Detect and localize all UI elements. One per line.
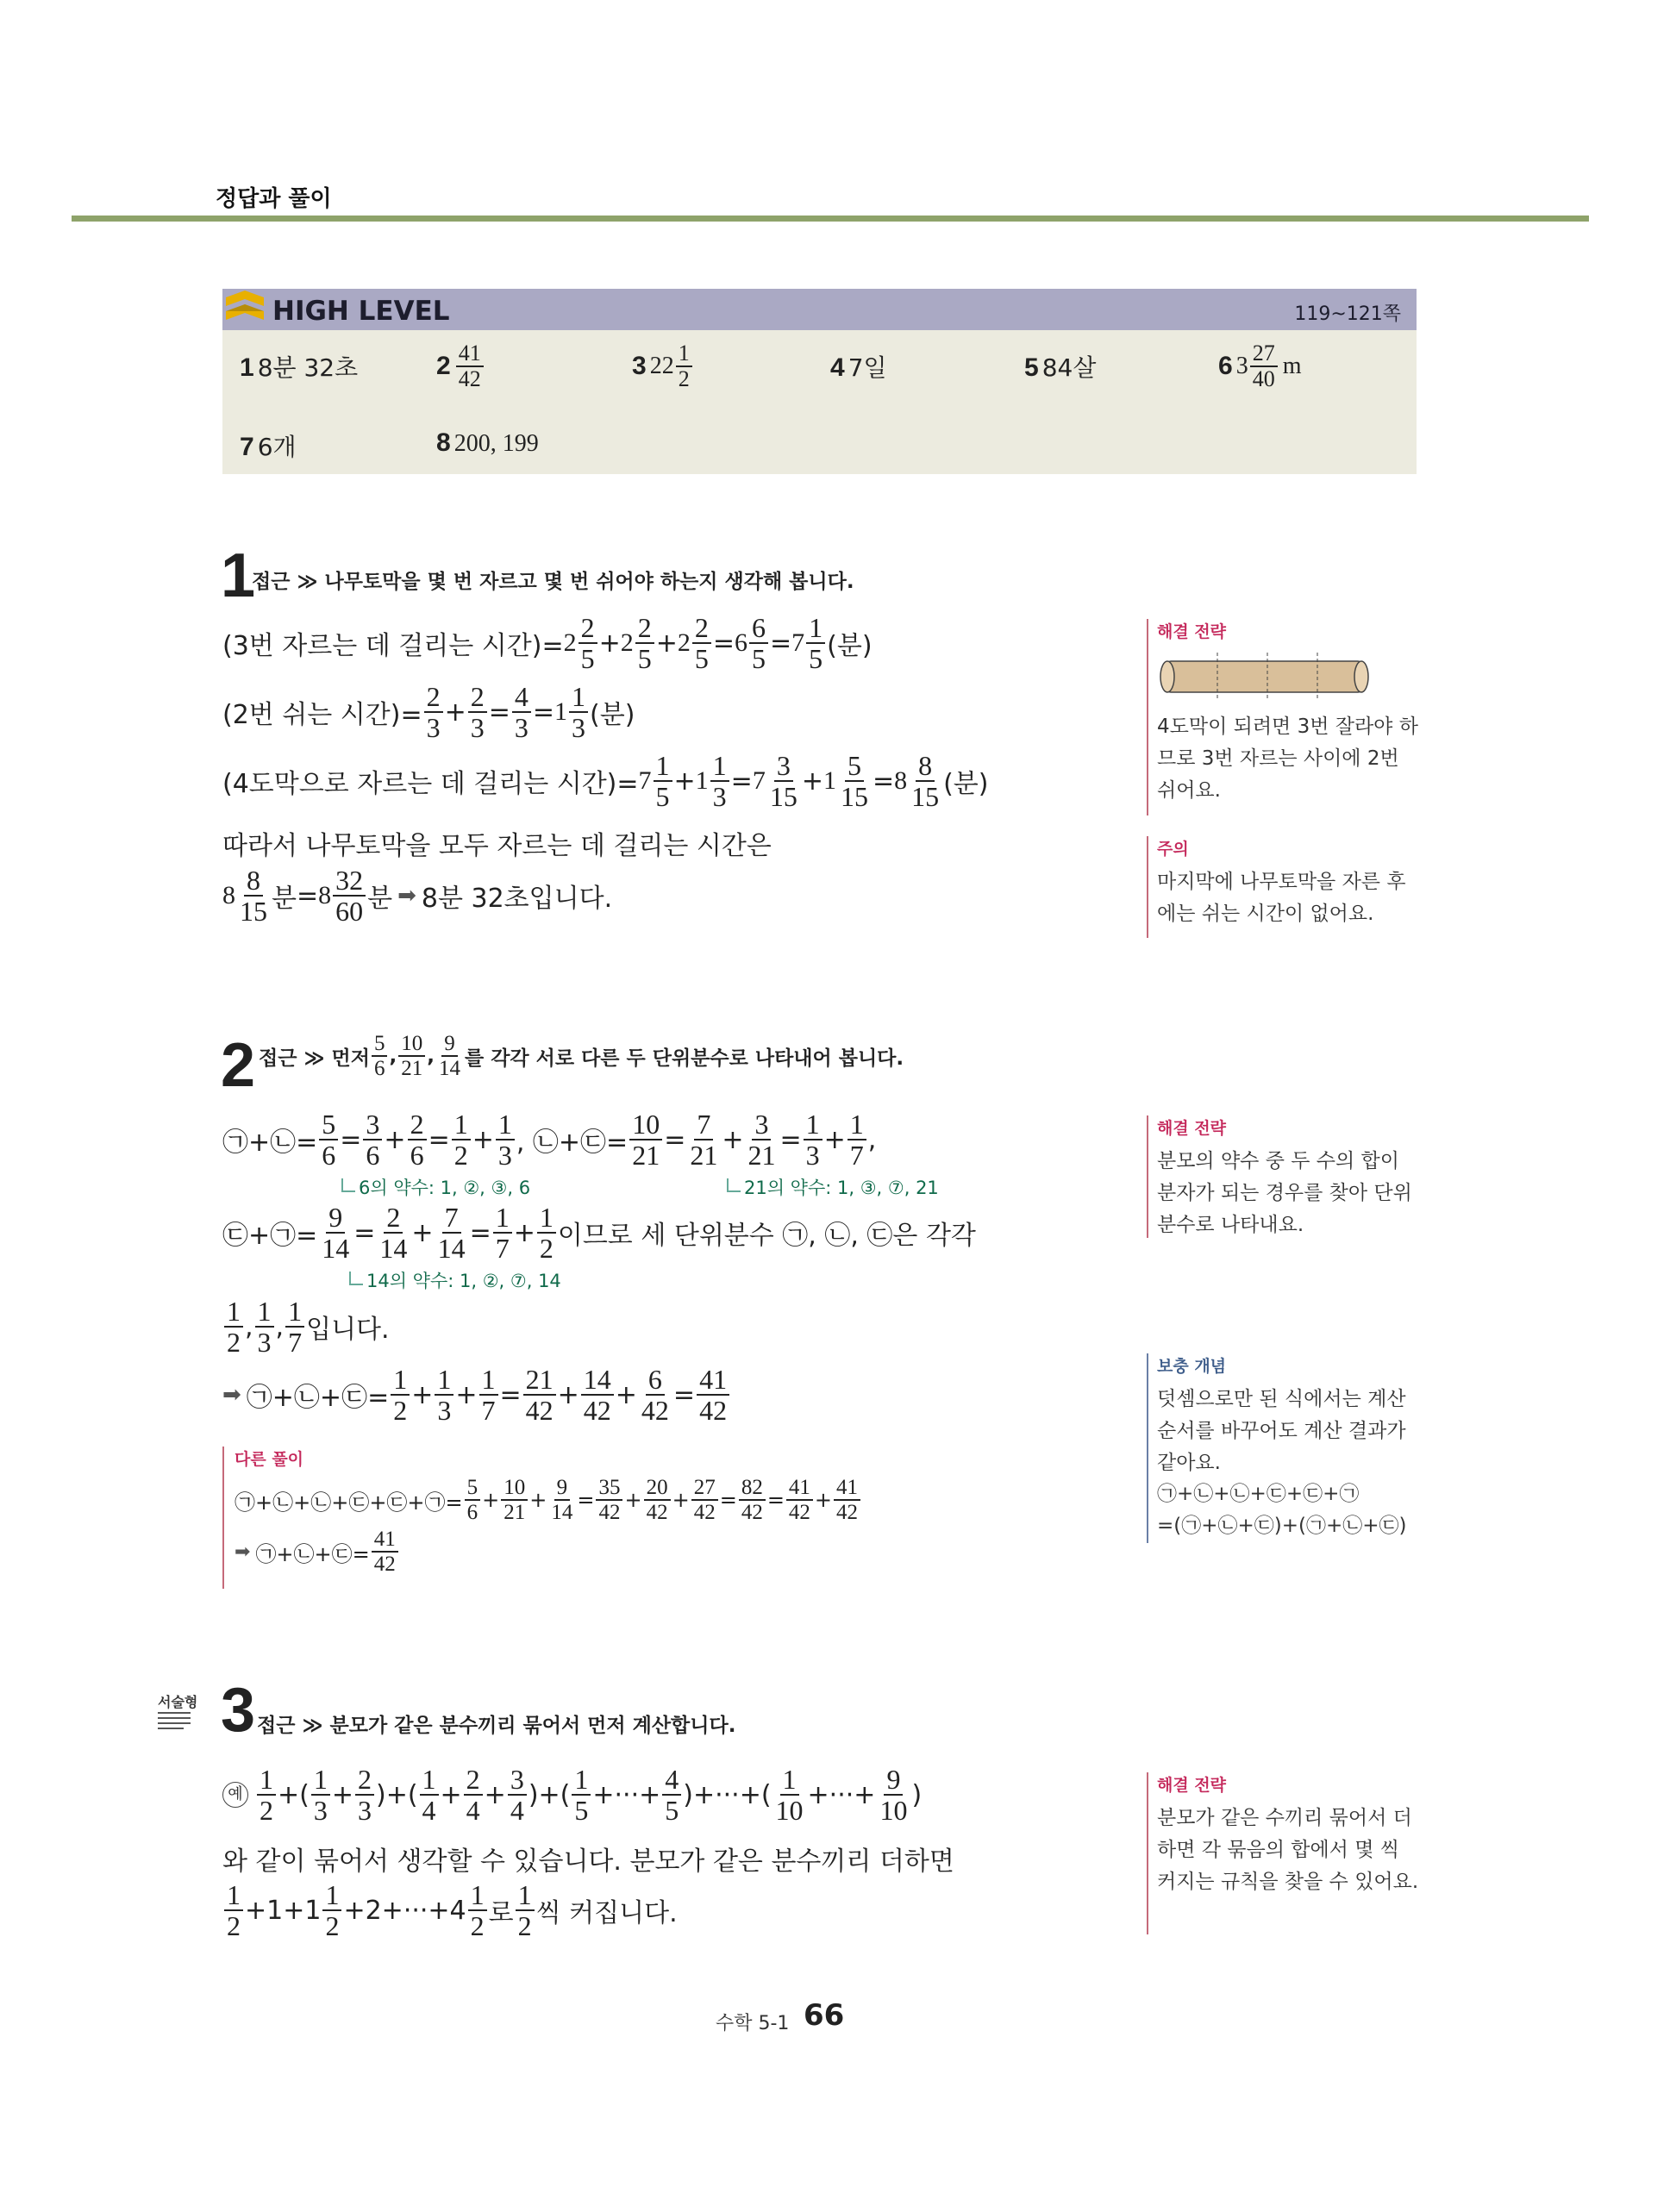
answer-item: 3 22 $\frac{1}{2}$: [632, 342, 694, 391]
alternative-solution: 다른 풀이 ㉠+㉡+㉡+㉢+㉢+㉠= $\frac{5}{6}$ + $\frac{10}{21}$ + $\frac{9}{14}$ = $\frac{35}{42}$ + $\frac{20}{42}$ + $\frac{27}{42}$ = $\frac{82}{42}$ = $\frac{41}{42}$ + $\frac{41}{42}$ ➡ ㉠+㉡+㉢= $\frac{41}{42}$: [222, 1447, 1062, 1589]
divisor-hint: 6의 약수: 1, ②, ③, 6: [341, 1174, 530, 1200]
answer-key-pages: 119~121쪽: [1294, 303, 1401, 325]
equation-line: ➡ ㉠+㉡+㉢= $\frac{41}{42}$: [235, 1528, 1062, 1575]
answer-key-header: [222, 289, 1417, 330]
page-number: 66: [804, 1998, 845, 2033]
page-header-title: 정답과 풀이: [216, 186, 332, 212]
equation-line: 8 $\frac{8}{15}$ 분 = 8 $\frac{32}{60}$ 분 ➡ 8분 32초입니다.: [222, 865, 613, 927]
chevron-icon: [222, 289, 267, 330]
arrow-icon: ➡: [397, 883, 416, 909]
answer-item: 5 84살: [1024, 353, 1097, 382]
answer-item: 4 7일: [830, 353, 887, 382]
lines-icon: [158, 1710, 192, 1733]
problem-number: 2: [221, 1031, 256, 1100]
equation-line: ㉠+㉡= $\frac{5}{6}$ = $\frac{3}{6}$ + $\frac{2}{6}$ = $\frac{1}{2}$ + $\frac{1}{3}$ , ㉡+㉢= $\frac{10}{21}$ = $\frac{7}{21}$ + $\frac{3}{21}$ = $\frac{1}{3}$ + $\frac{1}{7}$ ,: [222, 1109, 877, 1171]
answer-key-title: HIGH LEVEL: [272, 296, 450, 327]
equation-line: ㉢+㉠= $\frac{9}{14}$ = $\frac{2}{14}$ + $\frac{7}{14}$ = $\frac{1}{7}$ + $\frac{1}{2}$ 이므로 세 단위분수 ㉠, ㉡, ㉢은 각각: [222, 1202, 976, 1264]
header-divider: [72, 216, 1589, 222]
equation-line: (2번 쉬는 시간)= $\frac{2}{3}$ + $\frac{2}{3}$ = $\frac{4}{3}$ = 1 $\frac{1}{3}$ (분): [222, 681, 635, 743]
problem-approach: 접근 ≫ 먼저 $\frac{5}{6}$ , $\frac{10}{21}$ , $\frac{9}{14}$ 를 각각 서로 다른 두 단위분수로 나타내어 봅니다.: [259, 1032, 904, 1080]
example-mark: 예: [222, 1782, 248, 1808]
answer-item: 6 3 $\frac{27}{40}$ m: [1218, 341, 1302, 391]
equation-line: 예 $\frac{1}{2}$ +( $\frac{1}{3}$ + $\frac{2}{3}$ )+( $\frac{1}{4}$ + $\frac{2}{4}$ + $\frac{3}{4}$ )+( $\frac{1}{5}$ +···+ $\frac{4}{5}$ )+···+( $\frac{1}{10}$ +···+ $\frac{9}{10}$ ): [222, 1765, 922, 1824]
essay-badge: 서술형: [158, 1694, 198, 1710]
note-concept: 보충 개념 덧셈으로만 된 식에서는 계산 순서를 바꾸어도 계산 결과가 같아요. ㉠+㉡+㉡+㉢+㉢+㉠ =(㉠+㉡+㉢)+(㉠+㉡+㉢): [1147, 1353, 1424, 1543]
answer-key-box: [222, 289, 1417, 474]
log-illustration-icon: [1157, 649, 1373, 701]
problem-number: 1: [221, 541, 256, 610]
text-line: 따라서 나무토막을 모두 자르는 데 걸리는 시간은: [222, 831, 772, 861]
note-strategy: 해결 전략 분모의 약수 중 두 수의 합이 분자가 되는 경우를 찾아 단위분수로 나타내요.: [1147, 1115, 1424, 1238]
answer-item: 8 200, 199: [436, 428, 539, 457]
equation-line: (4도막으로 자르는 데 걸리는 시간)= 7 $\frac{1}{5}$ + 1 $\frac{1}{3}$ = 7 $\frac{3}{15}$ + 1 $\frac{5}{15}$ = 8 $\frac{8}{15}$ (분): [222, 750, 989, 812]
equation-line: (3번 자르는 데 걸리는 시간)= 2 $\frac{2}{5}$ + 2 $\frac{2}{5}$ + 2 $\frac{2}{5}$ = 6 $\frac{6}{5}$ = 7 $\frac{1}{5}$ (분): [222, 612, 873, 674]
note-caution: 주의 마지막에 나무토막을 자른 후에는 쉬는 시간이 없어요.: [1147, 836, 1424, 938]
equation-line: $\frac{1}{2}$ , $\frac{1}{3}$ , $\frac{1}{7}$ 입니다.: [222, 1297, 390, 1356]
footer-book-title: 수학 5-1: [716, 2013, 790, 2034]
answer-item: 2 $\frac{41}{42}$: [436, 342, 485, 391]
answer-item: 1 8분 32초: [240, 353, 359, 382]
divisor-hint: 21의 약수: 1, ③, ⑦, 21: [727, 1174, 939, 1200]
answer-item: 7 6개: [240, 433, 297, 461]
arrow-icon: ➡: [222, 1382, 241, 1408]
equation-line: $\frac{1}{2}$ +1+1 $\frac{1}{2}$ +2+···+4 $\frac{1}{2}$ 로 $\frac{1}{2}$ 씩 커집니다.: [222, 1881, 678, 1940]
arrow-icon: ➡: [235, 1540, 251, 1563]
equation-line: ㉠+㉡+㉡+㉢+㉢+㉠= $\frac{5}{6}$ + $\frac{10}{21}$ + $\frac{9}{14}$ = $\frac{35}{42}$ + $\frac{20}{42}$ + $\frac{27}{42}$ = $\frac{82}{42}$ = $\frac{41}{42}$ + $\frac{41}{42}$: [235, 1477, 1062, 1523]
note-strategy: 해결 전략 4도막이 되려면 3번 잘라야 하므로 3번 자르는 사이에 2번 쉬어요.: [1147, 619, 1424, 815]
problem-approach: 접근 ≫ 나무토막을 몇 번 자르고 몇 번 쉬어야 하는지 생각해 봅니다.: [252, 571, 854, 593]
equation-line: ➡ ㉠+㉡+㉢= $\frac{1}{2}$ + $\frac{1}{3}$ + $\frac{1}{7}$ = $\frac{21}{42}$ + $\frac{14}{42}$ + $\frac{6}{42}$ = $\frac{41}{42}$: [222, 1365, 731, 1424]
problem-approach: 접근 ≫ 분모가 같은 분수끼리 묶어서 먼저 계산합니다.: [257, 1715, 736, 1737]
text-line: 와 같이 묶어서 생각할 수 있습니다. 분모가 같은 분수끼리 더하면: [222, 1846, 954, 1877]
divisor-hint: 14의 약수: 1, ②, ⑦, 14: [349, 1267, 561, 1293]
note-strategy: 해결 전략 분모가 같은 수끼리 묶어서 더하면 각 묶음의 합에서 몇 씩 커지는 규칙을 찾을 수 있어요.: [1147, 1772, 1424, 1934]
problem-number: 3: [221, 1676, 256, 1745]
